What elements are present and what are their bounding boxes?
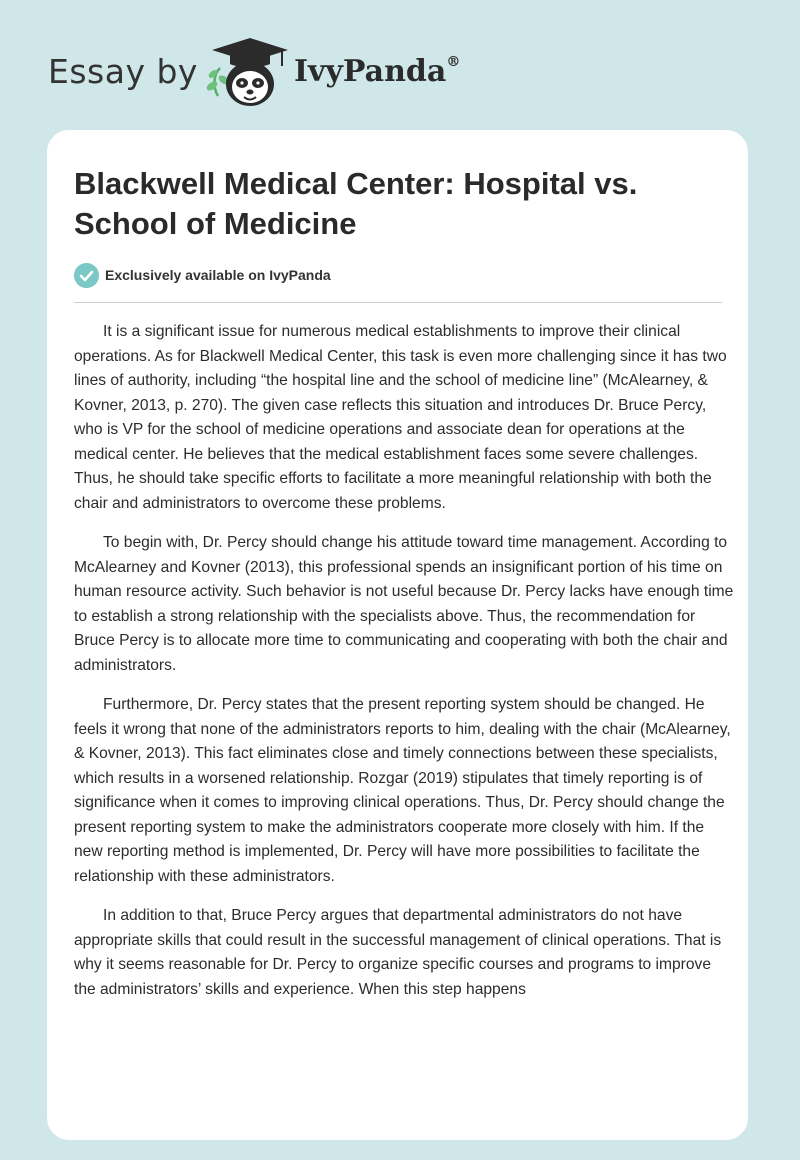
paragraph: Furthermore, Dr. Percy states that the present reporting system should be changed. He feels it wrong that none of the administrators reports to him, dealing with the chair (McAlearney, & Kovner, 2013). This fact eliminates close and timely connections between these specialists, which results in a worsened relationship. Rozgar (2019) stipulates that timely reporting is of significance when it comes to improving clinical operations. Thus, Dr. Percy should change the present reporting system to make the administrators cooperate more closely with him. If the new reporting method is implemented, Dr. Percy will have more possibilities to facilitate the relationship with these administrators. — [74, 696, 731, 885]
paragraph: In addition to that, Bruce Percy argues that departmental administrators do not have appropriate skills that could result in the successful management of clinical operations. That is why it seems reasonable for Dr. Percy to organize specific courses and programs to improve the administrators’ skills and experience. When this step happens — [74, 907, 722, 998]
paragraph: To begin with, Dr. Percy should change his attitude toward time management. According to McAlearney and Kovner (2013), this professional spends an insignificant portion of his time on human resource activity. Such behavior is not useful because Dr. Percy lacks have enough time to establish a strong relationship with the specialists above. Thus, the recommendation for Bruce Percy is to allocate more time to communicating and cooperating with both the chair and administrators. — [74, 534, 734, 674]
essay-title: Blackwell Medical Center: Hospital vs. School of Medicine — [74, 166, 638, 241]
essay-body — [74, 320, 734, 1017]
panda-logo-icon[interactable] — [200, 34, 290, 110]
brand-name[interactable] — [294, 54, 460, 89]
exclusive-badge-label: Exclusively available on IvyPanda — [105, 267, 331, 283]
check-circle-icon — [74, 263, 99, 288]
brand-name-text: IvyPanda — [294, 54, 447, 89]
registered-mark: ® — [446, 54, 461, 70]
essay-by-label: Essay by — [48, 52, 198, 91]
paragraph: It is a significant issue for numerous medical establishments to improve their clinical operations. As for Blackwell Medical Center, this task is even more challenging since it has two lines of authority, including “the hospital line and the school of medicine line” (McAlearney, & Kovner, 2013, p. 270). The given case reflects this situation and introduces Dr. Bruce Percy, who is VP for the school of medicine operations and associate dean for operations at the medical center. He believes that the medical establishment faces some severe challenges. Thus, he should take specific efforts to facilitate a more meaningful relationship with both the chair and administrators to overcome these problems. — [74, 323, 727, 512]
divider — [74, 302, 722, 303]
site-header — [48, 34, 648, 114]
essay-card — [47, 130, 748, 1140]
